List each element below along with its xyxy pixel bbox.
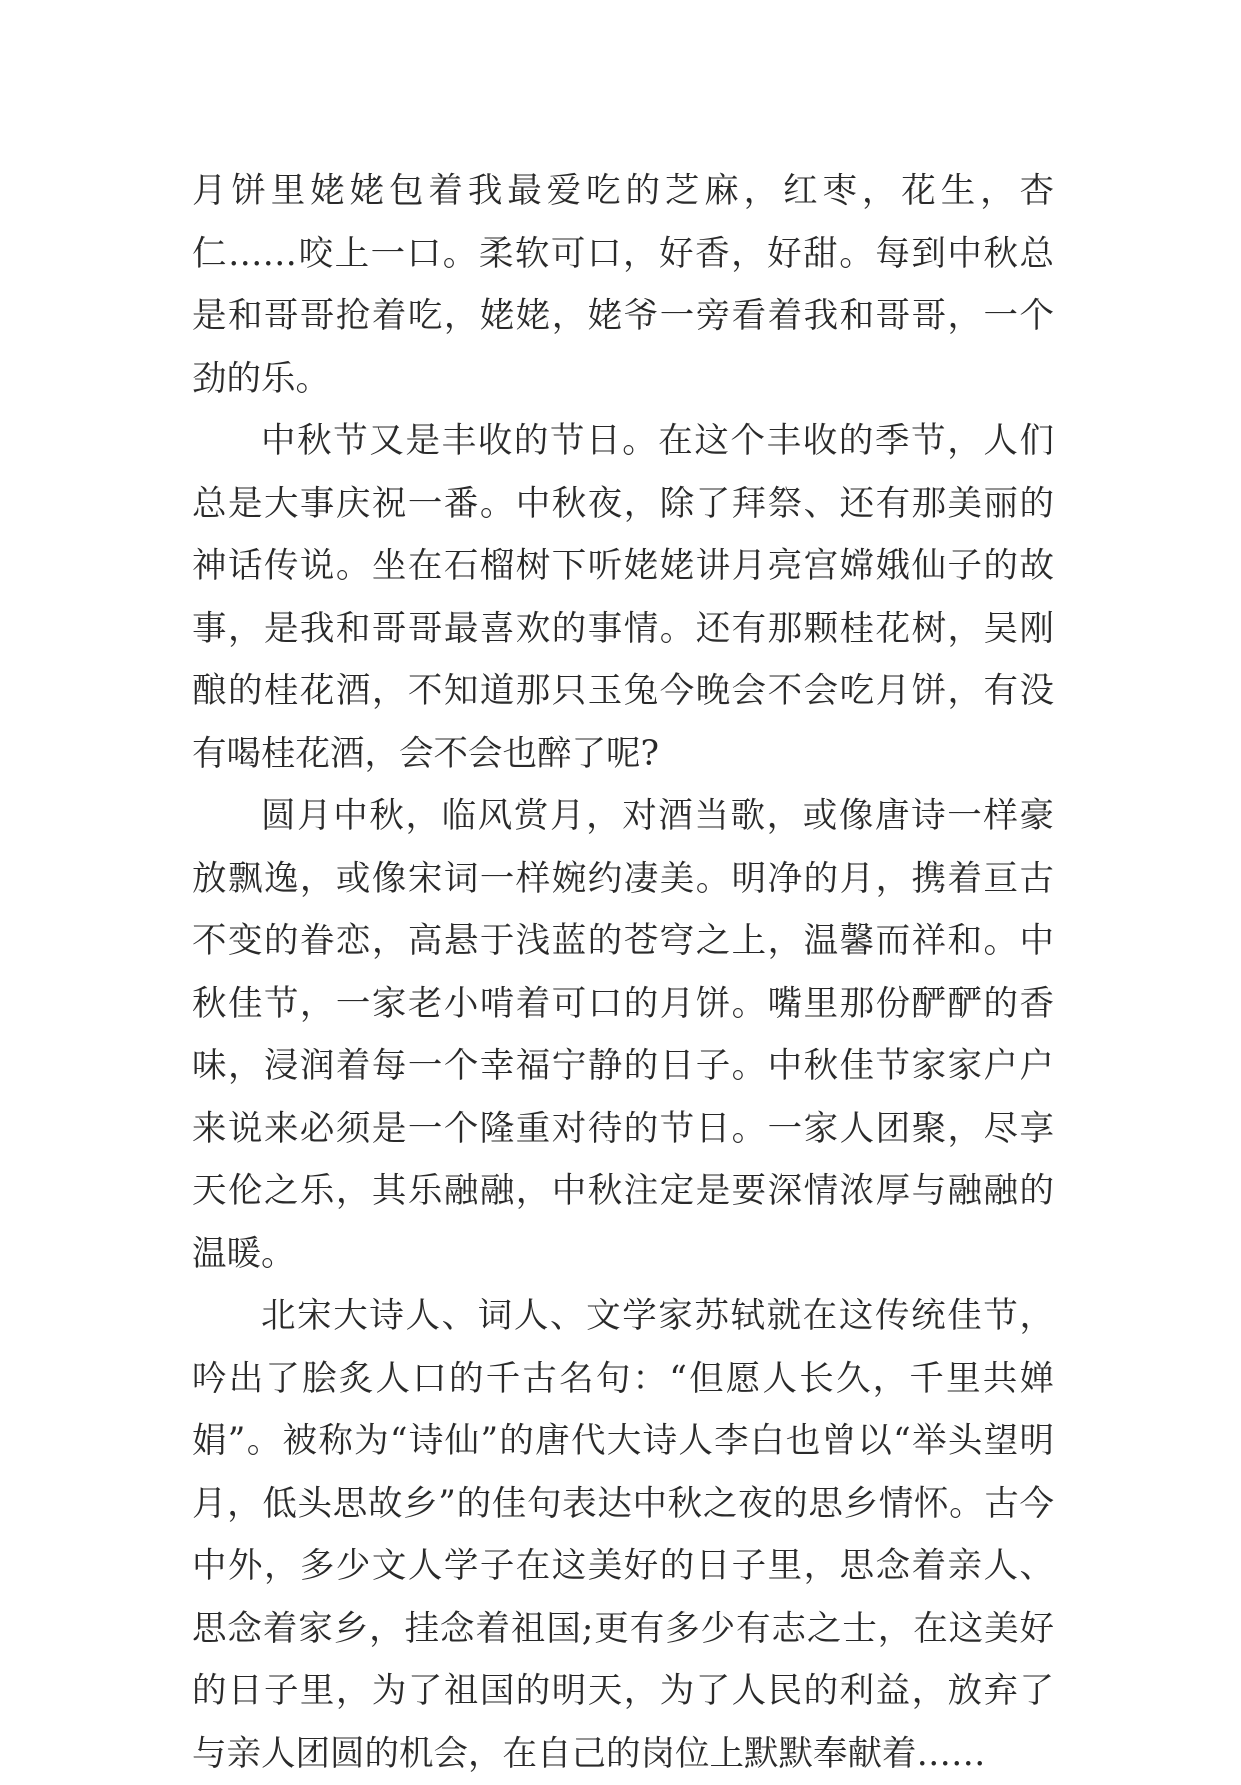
paragraph-2: 中秋节又是丰收的节日。在这个丰收的季节，人们总是大事庆祝一番。中秋夜，除了拜祭、还有那美丽的神话传说。坐在石榴树下听姥姥讲月亮宫嫦娥仙子的故事，是我和哥哥最喜欢的事情。还有那颗桂花树，吴刚酿的桂花酒，不知道那只玉兔今晚会不会吃月饼，有没有喝桂花酒，会不会也醉了呢? [192,421,1054,774]
paragraph-3: 圆月中秋，临风赏月，对酒当歌，或像唐诗一样豪放飘逸，或像宋词一样婉约凄美。明净的月，携着亘古不变的眷恋，高悬于浅蓝的苍穹之上，温馨而祥和。中秋佳节，一家老小啃着可口的月饼。嘴里那份酽酽的香味，浸润着每一个幸福宁静的日子。中秋佳节家家户户来说来必须是一个隆重对待的节日。一家人团聚，尽享天伦之乐，其乐融融，中秋注定是要深情浓厚与融融的温暖。 [192,796,1054,1274]
document-body [192,160,1054,1785]
paragraph-4: 北宋大诗人、词人、文学家苏轼就在这传统佳节，吟出了脍炙人口的千古名句：“但愿人长久，千里共婵娟”。被称为“诗仙”的唐代大诗人李白也曾以“举头望明月，低头思故乡”的佳句表达中秋之夜的思乡情怀。古今中外，多少文人学子在这美好的日子里，思念着亲人、思念着家乡，挂念着祖国;更有多少有志之士，在这美好的日子里，为了祖国的明天，为了人民的利益，放弃了与亲人团圆的机会，在自己的岗位上默默奉献着…… [192,1296,1054,1774]
paragraph-1: 月饼里姥姥包着我最爱吃的芝麻，红枣，花生，杏仁……咬上一口。柔软可口，好香，好甜。每到中秋总是和哥哥抢着吃，姥姥，姥爷一旁看着我和哥哥，一个劲的乐。 [192,171,1054,399]
